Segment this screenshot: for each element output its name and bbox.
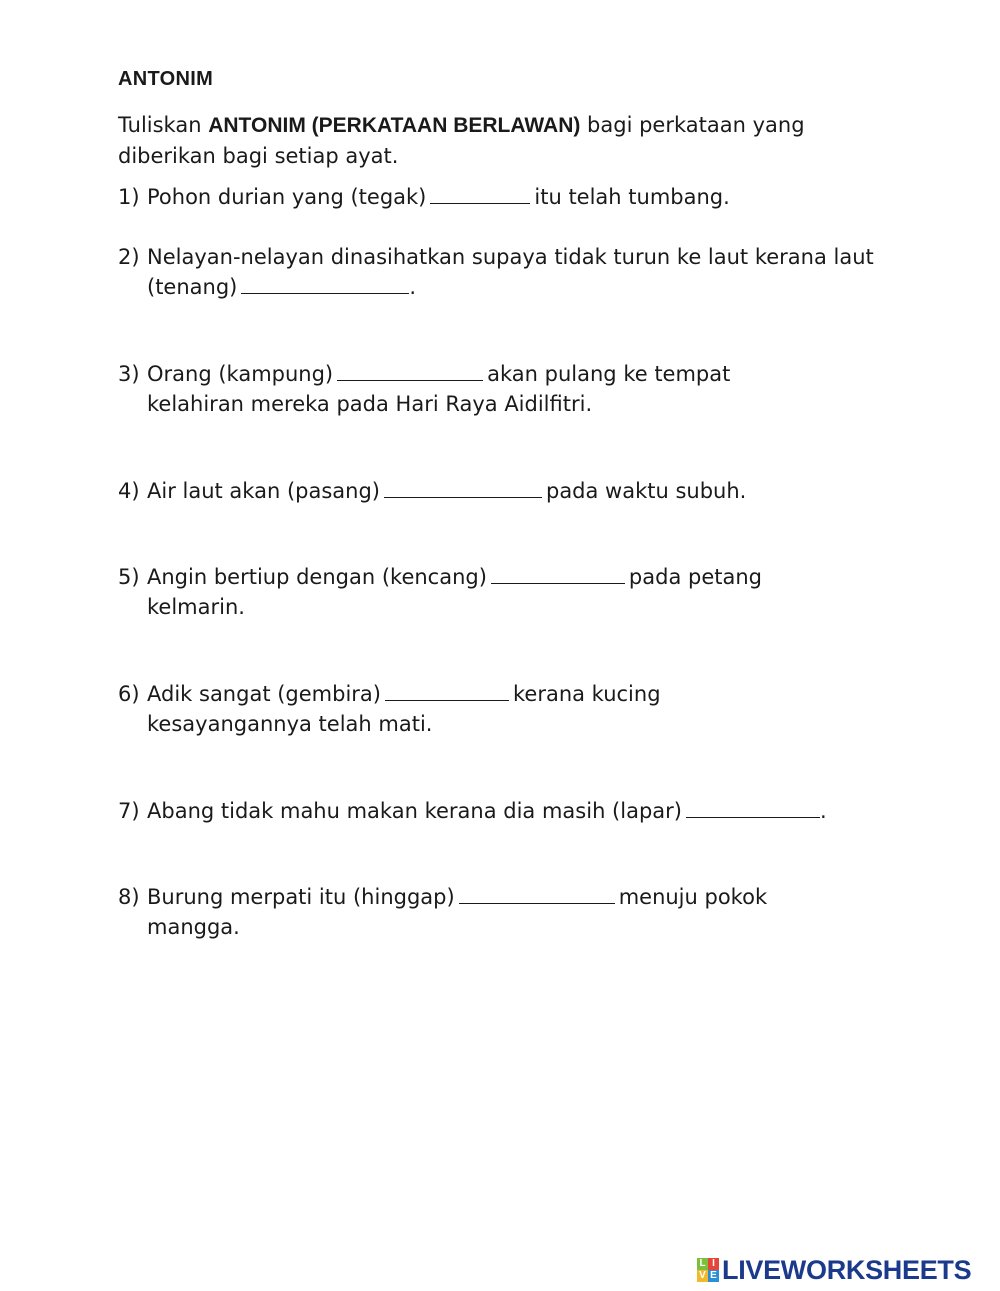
question-text-before: Pohon durian yang (tegak) [147, 185, 427, 209]
question-text-before: Adik sangat (gembira) [147, 682, 381, 706]
question-6 [118, 679, 898, 739]
question-number: 2) [118, 245, 140, 269]
logo-badge-icon [697, 1258, 719, 1282]
question-number: 1) [118, 185, 140, 209]
answer-blank[interactable] [337, 360, 483, 381]
question-text-after: itu telah tumbang. [534, 185, 730, 209]
question-text-before: Air laut akan (pasang) [147, 479, 380, 503]
liveworksheets-logo [697, 1253, 971, 1287]
question-number: 5) [118, 565, 140, 589]
question-text-before: Abang tidak mahu makan kerana dia masih (lapar) [147, 799, 682, 823]
logo-letter-i: I [708, 1258, 719, 1270]
logo-text: LIVEWORKSHEETS [722, 1254, 972, 1285]
worksheet-title: ANTONIM [118, 68, 214, 90]
question-number: 3) [118, 362, 140, 386]
logo-letter-l: L [697, 1258, 708, 1270]
question-text-after: pada waktu subuh. [545, 479, 747, 503]
question-text-before: Burung merpati itu (hinggap) [147, 885, 455, 909]
question-number: 4) [118, 479, 140, 503]
answer-blank[interactable] [430, 183, 530, 204]
answer-blank[interactable] [686, 797, 820, 818]
question-3 [118, 359, 898, 419]
question-text-before: Orang (kampung) [147, 362, 334, 386]
logo-letter-v: V [697, 1270, 708, 1282]
question-text-after: pada petang kelmarin. [147, 565, 762, 619]
instructions-bold: ANTONIM (PERKATAAN BERLAWAN) [208, 114, 581, 137]
question-text-after: . [409, 275, 417, 299]
answer-blank[interactable] [491, 563, 625, 584]
question-number: 6) [118, 682, 140, 706]
question-text-before: Nelayan-nelayan dinasihatkan supaya tidak turun ke laut kerana laut (tenang) [147, 245, 874, 299]
question-text-after: akan pulang ke tempat kelahiran mereka pada Hari Raya Aidilfitri. [147, 362, 731, 416]
logo-letter-e: E [708, 1270, 719, 1282]
question-7 [118, 796, 898, 826]
question-8 [118, 882, 898, 942]
answer-blank[interactable] [384, 477, 542, 498]
question-text-after: kerana kucing kesayangannya telah mati. [147, 682, 661, 736]
instructions-post: bagi perkataan yang diberikan bagi setiap ayat. [118, 113, 805, 168]
question-number: 7) [118, 799, 140, 823]
question-text-before: Angin bertiup dengan (kencang) [147, 565, 487, 589]
question-2 [118, 242, 898, 302]
question-text-after: . [819, 799, 827, 823]
answer-blank[interactable] [459, 883, 615, 904]
question-4 [118, 476, 898, 506]
instructions [118, 110, 878, 171]
question-number: 8) [118, 885, 140, 909]
question-text-after: menuju pokok mangga. [147, 885, 768, 939]
answer-blank[interactable] [241, 273, 409, 294]
question-1 [118, 182, 898, 212]
answer-blank[interactable] [385, 680, 509, 701]
instructions-pre: Tuliskan [118, 113, 209, 137]
question-5 [118, 562, 898, 622]
